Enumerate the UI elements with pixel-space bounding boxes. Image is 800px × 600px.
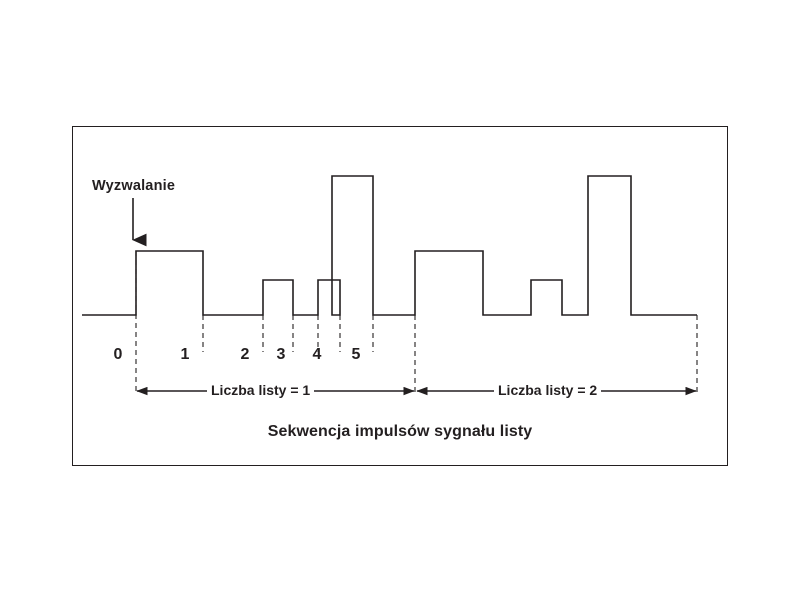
pulse-number-4: 4 bbox=[312, 346, 322, 363]
signal-waveform bbox=[82, 176, 697, 315]
pulse-dashed-guides bbox=[136, 251, 697, 392]
span-label-2: Liczba listy = 2 bbox=[494, 382, 601, 398]
span-label-1: Liczba listy = 1 bbox=[207, 382, 314, 398]
pulse-number-3: 3 bbox=[276, 346, 286, 363]
pulse-number-1: 1 bbox=[180, 346, 190, 363]
pulse-number-2: 2 bbox=[240, 346, 250, 363]
pulse-number-5: 5 bbox=[351, 346, 361, 363]
pulse-number-0: 0 bbox=[113, 346, 123, 363]
trigger-label: Wyzwalanie bbox=[92, 178, 176, 194]
figure-caption: Sekwencja impulsów sygnału listy bbox=[267, 423, 533, 440]
